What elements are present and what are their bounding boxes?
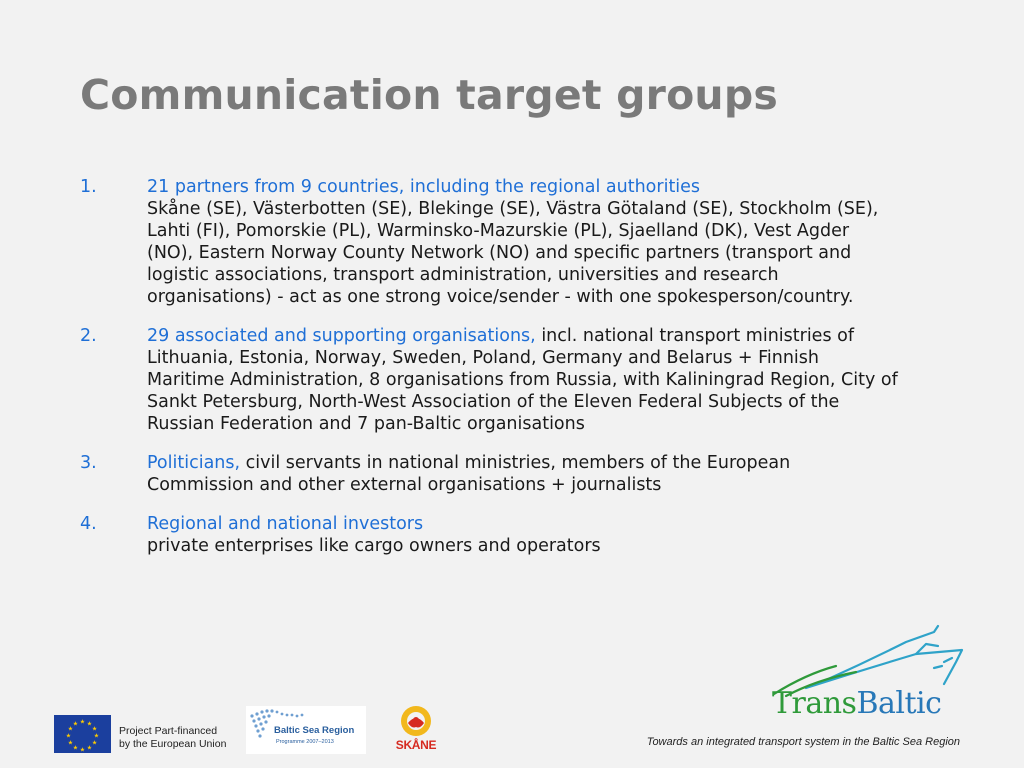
target-groups-list <box>80 176 900 574</box>
svg-text:★: ★ <box>67 725 74 733</box>
list-item <box>80 513 900 557</box>
item-number: 2. <box>80 326 97 346</box>
eu-caption-line: Project Part-financed <box>119 725 218 737</box>
footer-tagline: Towards an integrated transport system in the Baltic Sea Region <box>646 736 960 748</box>
skane-emblem-icon <box>390 703 442 739</box>
tb-baltic: Baltic <box>856 686 942 721</box>
slide-title: Communication target groups <box>80 71 778 119</box>
item-heading: Regional and national investors <box>147 514 424 534</box>
eu-caption-line: by the European Union <box>119 738 227 750</box>
svg-text:★: ★ <box>91 739 98 747</box>
item-number: 4. <box>80 514 97 534</box>
item-body: Skåne (SE), Västerbotten (SE), Blekinge (SE), Västra Götaland (SE), Stockholm (SE), Lahti (FI), Pomorskie (PL), Warminsko-Mazurskie (PL), Sjaelland (DK), Vest Agder (NO), Eastern Norway County Network (NO) and specific partners (transport and logistic associations, transport administration, universities and research organisations) - act as one strong voice/sender - with one spokesperson/country. <box>147 199 879 307</box>
item-body: incl. national transport ministries of Lithuania, Estonia, Norway, Sweden, Poland, Germany and Belarus + Finnish Maritime Administration, 8 organisations from Russia, with Kaliningrad Region, City of Sankt Petersburg, North-West Association of the Eleven Federal Subjects of the Russian Federation and 7 pan-Baltic organisations <box>147 326 898 434</box>
transbaltic-logo <box>766 622 966 727</box>
svg-text:★: ★ <box>91 725 98 733</box>
item-number: 3. <box>80 453 97 473</box>
item-body: private enterprises like cargo owners and operators <box>147 536 601 556</box>
list-item <box>80 325 900 435</box>
svg-text:★: ★ <box>72 744 79 752</box>
eu-financing-caption <box>119 725 226 751</box>
svg-text:★: ★ <box>86 720 93 728</box>
item-heading: 29 associated and supporting organisations, <box>147 326 536 346</box>
item-heading: 21 partners from 9 countries, including the regional authorities <box>147 177 701 197</box>
list-item <box>80 176 900 308</box>
svg-text:★: ★ <box>79 746 86 753</box>
svg-text:★: ★ <box>65 732 72 740</box>
svg-text:★: ★ <box>67 739 74 747</box>
tb-trans: Trans <box>772 686 857 721</box>
skane-logo <box>390 703 442 755</box>
list-item <box>80 452 900 496</box>
item-number: 1. <box>80 177 97 197</box>
bsr-programme: Programme 2007–2013 <box>276 739 334 745</box>
svg-text:★: ★ <box>72 720 79 728</box>
eu-flag-icon <box>54 715 111 753</box>
skane-name: SKÅNE <box>395 738 437 752</box>
baltic-sea-region-logo <box>246 706 366 754</box>
svg-text:★: ★ <box>79 718 86 726</box>
item-body: civil servants in national ministries, members of the European Commission and other external organisations + journalists <box>147 453 791 495</box>
svg-text:★: ★ <box>93 732 100 740</box>
svg-text:★: ★ <box>86 744 93 752</box>
bsr-name: Baltic Sea Region <box>274 725 355 736</box>
transbaltic-wordmark <box>772 687 941 721</box>
item-heading: Politicians, <box>147 453 241 473</box>
